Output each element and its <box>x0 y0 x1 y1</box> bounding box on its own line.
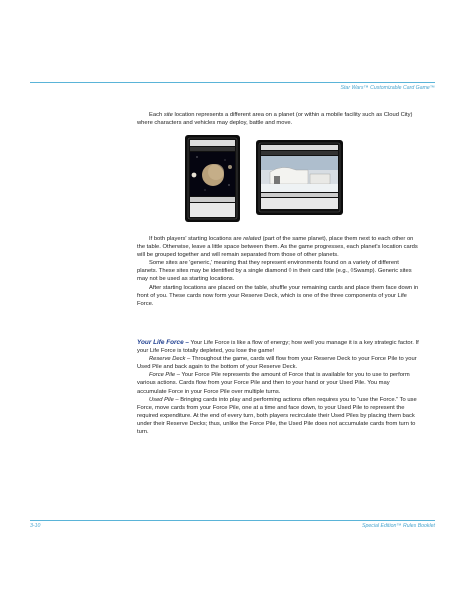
reserve-deck-text: Throughout the game, cards will flow from your Reserve Deck to your Force Pile to your Used Pile and back again to the bottom of your Reserve Deck. <box>137 356 417 371</box>
page-number: 3-10 <box>30 523 41 529</box>
site-card-art <box>256 140 343 215</box>
force-pile-definition <box>137 371 419 395</box>
footer-booklet-title: Special Edition™ Rules Booklet <box>362 523 435 529</box>
intro-text-b: location represents a different area on a planet (or within a mobile facility such as Cloud City) where characters and vehicles may deploy, battle and move. <box>137 112 413 127</box>
reserve-deck-definition <box>137 355 419 371</box>
used-pile-term: Used Pile – <box>149 396 179 403</box>
used-pile-text: Bringing cards into play and performing actions often requires you to “use the Force.” To use Force, move cards from your Force Pile, one at a time and face down, to your Used Pile to represent the required expenditure. At the end of every turn, both players recirculate their Used Piles by placing them back under their Reserve Decks; thus, unlike the Force Pile, the Used Pile does not accumulate cards from turn to turn. <box>137 396 417 436</box>
planet-system-card-image <box>185 135 240 222</box>
intro-emphasis: site <box>163 112 173 118</box>
related-emphasis: related <box>243 236 261 242</box>
reserve-deck-term: Reserve Deck – <box>149 356 191 363</box>
life-force-heading: Your Life Force – <box>137 339 189 346</box>
related-text-b: (part of the same planet), place them next to each other on the table. Otherwise, leave a little space between them. As the game progresses, each planet's location cards will be grouped together and will remain separated from those of other planets. <box>137 236 418 259</box>
footer-rule <box>30 520 435 521</box>
intro-text-a: Each <box>149 112 164 118</box>
force-pile-term: Force Pile – <box>149 372 180 379</box>
life-force-section <box>137 339 419 436</box>
generic-sites-paragraph: Some sites are 'generic,' meaning that they represent environments found on a variety of different planets. These sites may be identified by a single diamond ◊ in their card title (e.g., ◊Swamp). Generic sites may not be used as starting locations. <box>137 260 412 283</box>
site-card-image <box>256 140 343 215</box>
related-paragraph <box>137 235 419 259</box>
placement-section <box>137 235 419 308</box>
reserve-deck-paragraph: After starting locations are placed on the table, shuffle your remaining cards and place them face down in front of you. These cards now form your Reserve Deck, which is one of the three components of your Life Force. <box>137 284 419 307</box>
header-title: Star Wars™ Customizable Card Game™ <box>340 85 435 91</box>
life-force-intro-text: Your Life Force is like a flow of energy; how well you manage it is a key strategic factor. If your Life Force is totally depleted, you lose the game! <box>137 340 419 355</box>
related-text-a: If both players' starting locations are <box>149 236 244 242</box>
header-rule <box>30 82 435 83</box>
used-pile-definition <box>137 396 419 436</box>
force-pile-text: Your Force Pile represents the amount of Force that is available for you to use to perform various actions. Cards flow from your Force Pile and then to your hand or your Used Pile. You may accumulate Force in your Force Pile over multiple turns. <box>137 372 410 395</box>
planet-card-art <box>185 135 240 222</box>
intro-paragraph <box>137 111 419 127</box>
intro-section <box>137 111 419 127</box>
life-force-intro <box>137 339 419 355</box>
